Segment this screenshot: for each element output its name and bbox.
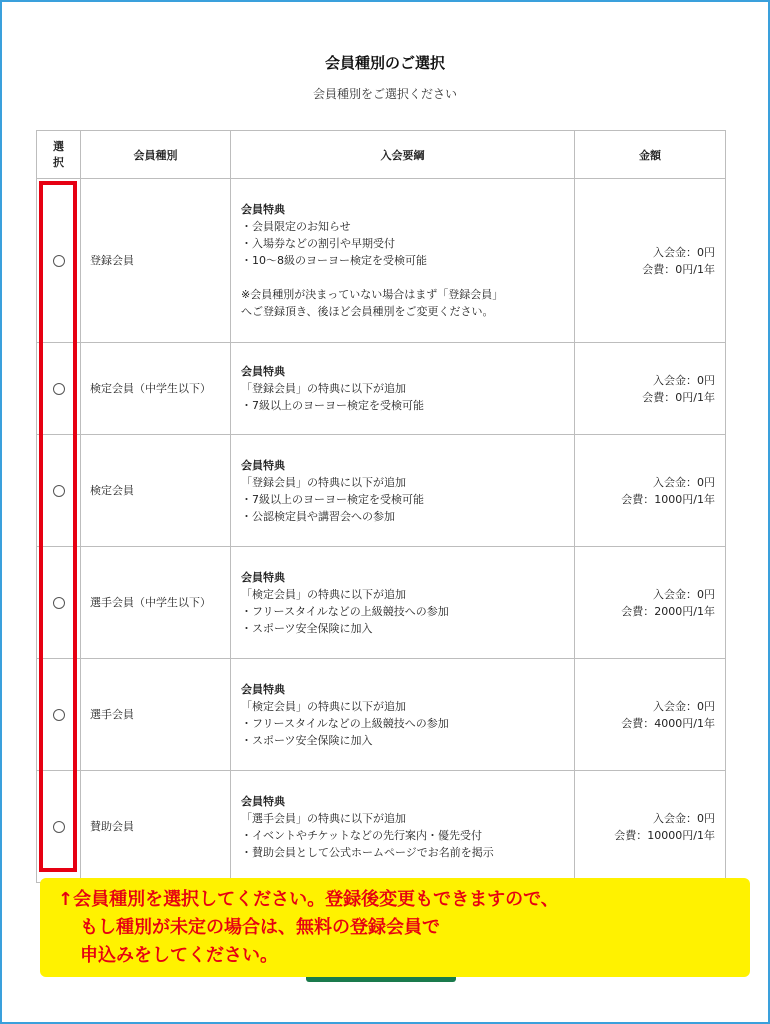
- benefit-heading: 会員特典: [241, 794, 285, 808]
- benefit-line: 「検定会員」の特典に以下が追加: [241, 699, 406, 713]
- benefit-line: ・スポーツ安全保険に加入: [241, 621, 373, 635]
- instruction-callout: [40, 878, 750, 977]
- member-type: 選手会員（中学生以下）: [81, 547, 231, 659]
- benefit-line: ・フリースタイルなどの上級競技への参加: [241, 716, 449, 730]
- join-fee: 入会金：0円: [653, 245, 715, 259]
- table-row: [37, 659, 726, 771]
- radio-player-member-junior[interactable]: [53, 597, 65, 609]
- radio-supporting-member[interactable]: [53, 821, 65, 833]
- requirements-cell: [231, 771, 575, 883]
- fee-cell: [575, 435, 726, 547]
- note-line: へご登録頂き、後ほど会員種別をご変更ください。: [241, 305, 494, 318]
- member-type: 賛助会員: [81, 771, 231, 883]
- benefit-line: ・フリースタイルなどの上級競技への参加: [241, 604, 449, 618]
- callout-line-1: ↑会員種別を選択してください。登録後変更もできますので、: [58, 889, 559, 910]
- member-type: 検定会員（中学生以下）: [81, 343, 231, 435]
- benefit-heading: 会員特典: [241, 570, 285, 584]
- benefit-line: 「登録会員」の特典に以下が追加: [241, 382, 406, 395]
- benefit-line: ・会員限定のお知らせ: [241, 220, 351, 233]
- fee-cell: [575, 547, 726, 659]
- select-cell[interactable]: [37, 435, 81, 547]
- select-cell[interactable]: [37, 179, 81, 343]
- benefit-heading: 会員特典: [241, 203, 285, 216]
- header-select-char-2: 択: [53, 155, 64, 169]
- callout-line-2: もし種別が未定の場合は、無料の登録会員で: [80, 917, 440, 938]
- header-fee: 金額: [575, 131, 726, 179]
- benefit-heading: 会員特典: [241, 365, 285, 378]
- member-type: 選手会員: [81, 659, 231, 771]
- requirements-cell: [231, 179, 575, 343]
- benefit-line: ・イベントやチケットなどの先行案内・優先受付: [241, 828, 483, 842]
- table-row: [37, 179, 726, 343]
- radio-player-member[interactable]: [53, 709, 65, 721]
- benefit-line: ・7級以上のヨーヨー検定を受検可能: [241, 492, 424, 506]
- benefit-heading: 会員特典: [241, 682, 285, 696]
- benefit-line: ・公認検定員や講習会への参加: [241, 509, 395, 523]
- annual-fee: 会費：1000円/1年: [621, 492, 715, 506]
- callout-line-3: 申込みをしてください。: [80, 945, 278, 966]
- join-fee: 入会金：0円: [653, 373, 715, 387]
- benefit-line: ・10～8級のヨーヨー検定を受検可能: [241, 254, 427, 267]
- header-type: 会員種別: [81, 131, 231, 179]
- radio-exam-member[interactable]: [53, 485, 65, 497]
- select-cell[interactable]: [37, 343, 81, 435]
- requirements-cell: [231, 343, 575, 435]
- fee-cell: [575, 659, 726, 771]
- radio-exam-member-junior[interactable]: [53, 383, 65, 395]
- benefit-line: ・賛助会員として公式ホームページでお名前を掲示: [241, 845, 494, 859]
- benefit-line: ・スポーツ安全保険に加入: [241, 733, 373, 747]
- member-type: 登録会員: [81, 179, 231, 343]
- fee-cell: [575, 771, 726, 883]
- table-header-row: [37, 131, 726, 179]
- table-row: [37, 547, 726, 659]
- join-fee: 入会金：0円: [653, 811, 715, 825]
- table-row: [37, 343, 726, 435]
- table-row: [37, 771, 726, 883]
- requirements-cell: [231, 547, 575, 659]
- table-row: [37, 435, 726, 547]
- select-cell[interactable]: [37, 659, 81, 771]
- benefit-line: 「登録会員」の特典に以下が追加: [241, 475, 406, 489]
- membership-table: [36, 130, 726, 883]
- join-fee: 入会金：0円: [653, 699, 715, 713]
- annual-fee: 会費：0円/1年: [642, 262, 715, 276]
- annual-fee: 会費：4000円/1年: [621, 716, 715, 730]
- join-fee: 入会金：0円: [653, 475, 715, 489]
- annual-fee: 会費：2000円/1年: [621, 604, 715, 618]
- header-requirements: 入会要綱: [231, 131, 575, 179]
- select-cell[interactable]: [37, 547, 81, 659]
- benefit-line: ・7級以上のヨーヨー検定を受検可能: [241, 399, 424, 412]
- member-type: 検定会員: [81, 435, 231, 547]
- fee-cell: [575, 179, 726, 343]
- annual-fee: 会費：10000円/1年: [614, 828, 715, 842]
- annual-fee: 会費：0円/1年: [642, 390, 715, 404]
- header-select: [37, 131, 81, 179]
- note-line: ※会員種別が決まっていない場合はまず「登録会員」: [241, 288, 504, 301]
- requirements-cell: [231, 659, 575, 771]
- select-cell[interactable]: [37, 771, 81, 883]
- benefit-heading: 会員特典: [241, 458, 285, 472]
- benefit-line: 「選手会員」の特典に以下が追加: [241, 811, 406, 825]
- benefit-line: ・入場券などの割引や早期受付: [241, 237, 395, 250]
- join-fee: 入会金：0円: [653, 587, 715, 601]
- benefit-line: 「検定会員」の特典に以下が追加: [241, 587, 406, 601]
- page-title: 会員種別のご選択: [324, 54, 445, 72]
- requirements-cell: [231, 435, 575, 547]
- radio-registered-member[interactable]: [53, 255, 65, 267]
- fee-cell: [575, 343, 726, 435]
- header-select-char-1: 選: [53, 139, 64, 153]
- page-subtitle: 会員種別をご選択ください: [312, 87, 457, 101]
